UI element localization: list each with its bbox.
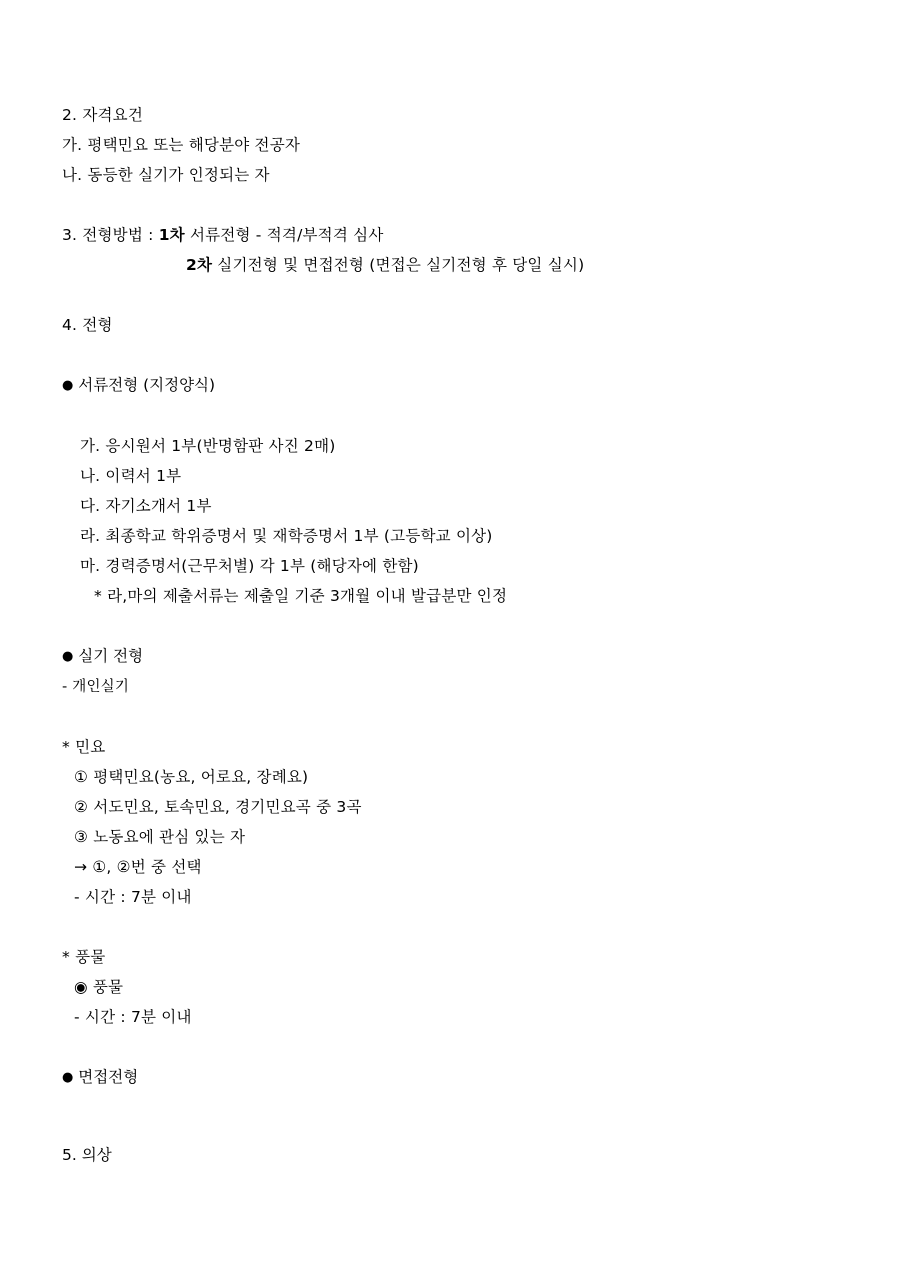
section-4-heading: 4. 전형 [62,316,113,334]
section-3-round1-text: 서류전형 - 적격/부적격 심사 [184,226,384,244]
documents-item-4: 라. 최종학교 학위증명서 및 재학증명서 1부 (고등학교 이상) [80,527,493,545]
section-3-line-1 [62,220,842,250]
section-2-item-2: 나. 동등한 실기가 인정되는 자 [62,166,270,184]
minyo-item-2: ② 서도민요, 토속민요, 경기민요곡 중 3곡 [74,798,362,816]
spacer [62,611,842,641]
minyo-item-5: - 시간 : 7분 이내 [74,888,192,906]
minyo-item-1: ① 평택민요(농요, 어로요, 장례요) [74,768,309,786]
section-3-round1-bold: 1차 [158,226,185,244]
spacer [62,280,842,310]
spacer [62,702,842,732]
minyo-item-3: ③ 노동요에 관심 있는 자 [74,828,246,846]
documents-screening-heading [62,370,842,401]
document-body [62,100,842,1093]
documents-item-1: 가. 응시원서 1부(반명함판 사진 2매) [80,437,336,455]
documents-item-3: 다. 자기소개서 1부 [80,497,212,515]
spacer [62,912,842,942]
documents-screening-title: 서류전형 (지정양식) [73,376,216,394]
pungmul-item-2: - 시간 : 7분 이내 [74,1008,192,1026]
section-3-round2-bold: 2차 [186,256,213,274]
section-3-line-2 [62,250,842,280]
practical-subtitle: - 개인실기 [62,679,130,695]
pungmul-heading: * 풍물 [62,948,106,966]
documents-item-5: 마. 경력증명서(근무처별) 각 1부 (해당자에 한함) [80,557,419,575]
minyo-heading: * 민요 [62,738,106,756]
interview-screening-title: 면접전형 [73,1068,139,1086]
section-3-round2-text: 실기전형 및 면접전형 (면접은 실기전형 후 당일 실시) [212,256,585,274]
filled-circle-bullet-icon: ● [62,649,74,664]
pungmul-item-1: ◉ 풍물 [74,978,124,996]
practical-screening-heading [62,641,842,672]
spacer [62,340,842,370]
spacer [62,190,842,220]
spacer [62,401,842,431]
filled-circle-bullet-icon: ● [62,1070,74,1085]
interview-screening-heading [62,1062,842,1093]
section-3-label: 3. 전형방법 : [62,226,159,244]
documents-note: * 라,마의 제출서류는 제출일 기준 3개월 이내 발급분만 인정 [94,587,508,605]
spacer [62,1032,842,1062]
section-2-item-1: 가. 평택민요 또는 해당분야 전공자 [62,136,301,154]
section-2-heading: 2. 자격요건 [62,106,144,124]
section-5-heading: 5. 의상 [62,1146,112,1164]
section-5-heading-wrap [62,1140,112,1170]
minyo-item-4: → ①, ②번 중 선택 [74,858,202,876]
practical-screening-title: 실기 전형 [73,647,144,665]
filled-circle-bullet-icon: ● [62,378,74,393]
documents-item-2: 나. 이력서 1부 [80,467,182,485]
